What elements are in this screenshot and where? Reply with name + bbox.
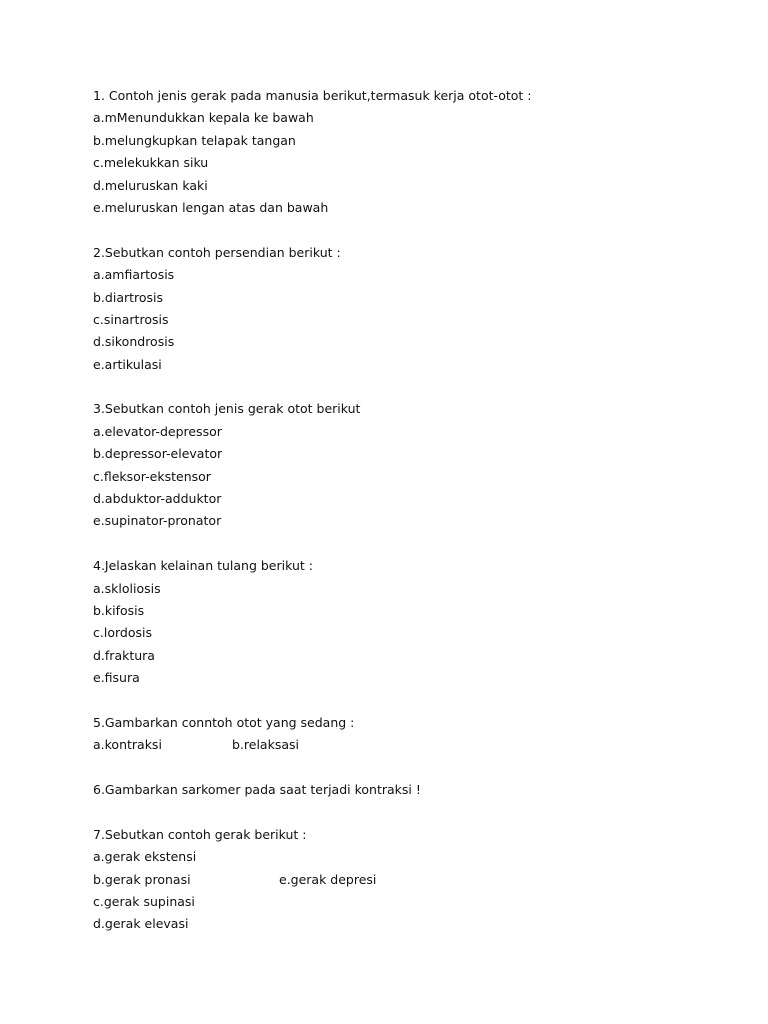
question-3-option-a: a.elevator-depressor bbox=[93, 423, 222, 439]
question-4-option-e: e.fisura bbox=[93, 670, 140, 686]
question-7-option-e: e.gerak depresi bbox=[279, 871, 377, 887]
question-1-prompt: 1. Contoh jenis gerak pada manusia berikut,termasuk kerja otot-otot : bbox=[93, 88, 532, 103]
question-7-option-c: c.gerak supinasi bbox=[93, 894, 195, 910]
question-2-option-b: b.diartrosis bbox=[93, 289, 164, 305]
question-5-prompt: 5.Gambarkan conntoh otot yang sedang : bbox=[93, 714, 355, 730]
question-1-option-b: b.melungkupkan telapak tangan bbox=[93, 132, 296, 148]
question-4-option-c: c.lordosis bbox=[93, 625, 152, 641]
question-4-option-d: d.fraktura bbox=[93, 647, 155, 663]
question-4-option-b: b.kifosis bbox=[93, 602, 145, 618]
question-2-option-e: e.artikulasi bbox=[93, 356, 162, 372]
spacer bbox=[93, 376, 733, 398]
question-1-option-c: c.melekukkan siku bbox=[93, 155, 209, 171]
question-4-prompt: 4.Jelaskan kelainan tulang berikut : bbox=[93, 558, 313, 574]
question-7-option-b: b.gerak pronasi bbox=[93, 871, 191, 887]
question-5-option-b: b.relaksasi bbox=[232, 737, 299, 753]
spacer bbox=[93, 533, 733, 555]
question-7-option-d: d.gerak elevasi bbox=[93, 916, 189, 932]
question-5-options-row bbox=[93, 734, 733, 756]
question-2-option-c: c.sinartrosis bbox=[93, 311, 169, 327]
question-5-option-a: a.kontraksi bbox=[93, 737, 162, 753]
question-6-prompt: 6.Gambarkan sarkomer pada saat terjadi kontraksi ! bbox=[93, 782, 421, 798]
question-1-option-d: d.meluruskan kaki bbox=[93, 177, 208, 193]
spacer bbox=[93, 802, 733, 824]
question-7-options-row bbox=[93, 869, 733, 891]
worksheet-content bbox=[93, 85, 733, 936]
question-7-prompt: 7.Sebutkan contoh gerak berikut : bbox=[93, 826, 307, 842]
spacer bbox=[93, 219, 733, 241]
question-4-option-a: a.skloliosis bbox=[93, 580, 161, 596]
question-2-option-a: a.amfiartosis bbox=[93, 267, 175, 283]
question-3-option-b: b.depressor-elevator bbox=[93, 446, 223, 462]
question-7-option-a: a.gerak ekstensi bbox=[93, 849, 197, 865]
question-3-option-e: e.supinator-pronator bbox=[93, 513, 222, 529]
question-1-option-a: a.mMenundukkan kepala ke bawah bbox=[93, 110, 314, 126]
question-3-option-d: d.abduktor-adduktor bbox=[93, 491, 222, 507]
question-2-prompt: 2.Sebutkan contoh persendian berikut : bbox=[93, 244, 341, 260]
spacer bbox=[93, 690, 733, 712]
question-3-option-c: c.fleksor-ekstensor bbox=[93, 468, 211, 484]
spacer bbox=[93, 757, 733, 779]
question-2-option-d: d.sikondrosis bbox=[93, 334, 175, 350]
question-1-option-e: e.meluruskan lengan atas dan bawah bbox=[93, 199, 329, 215]
question-3-prompt: 3.Sebutkan contoh jenis gerak otot berikut bbox=[93, 401, 361, 417]
